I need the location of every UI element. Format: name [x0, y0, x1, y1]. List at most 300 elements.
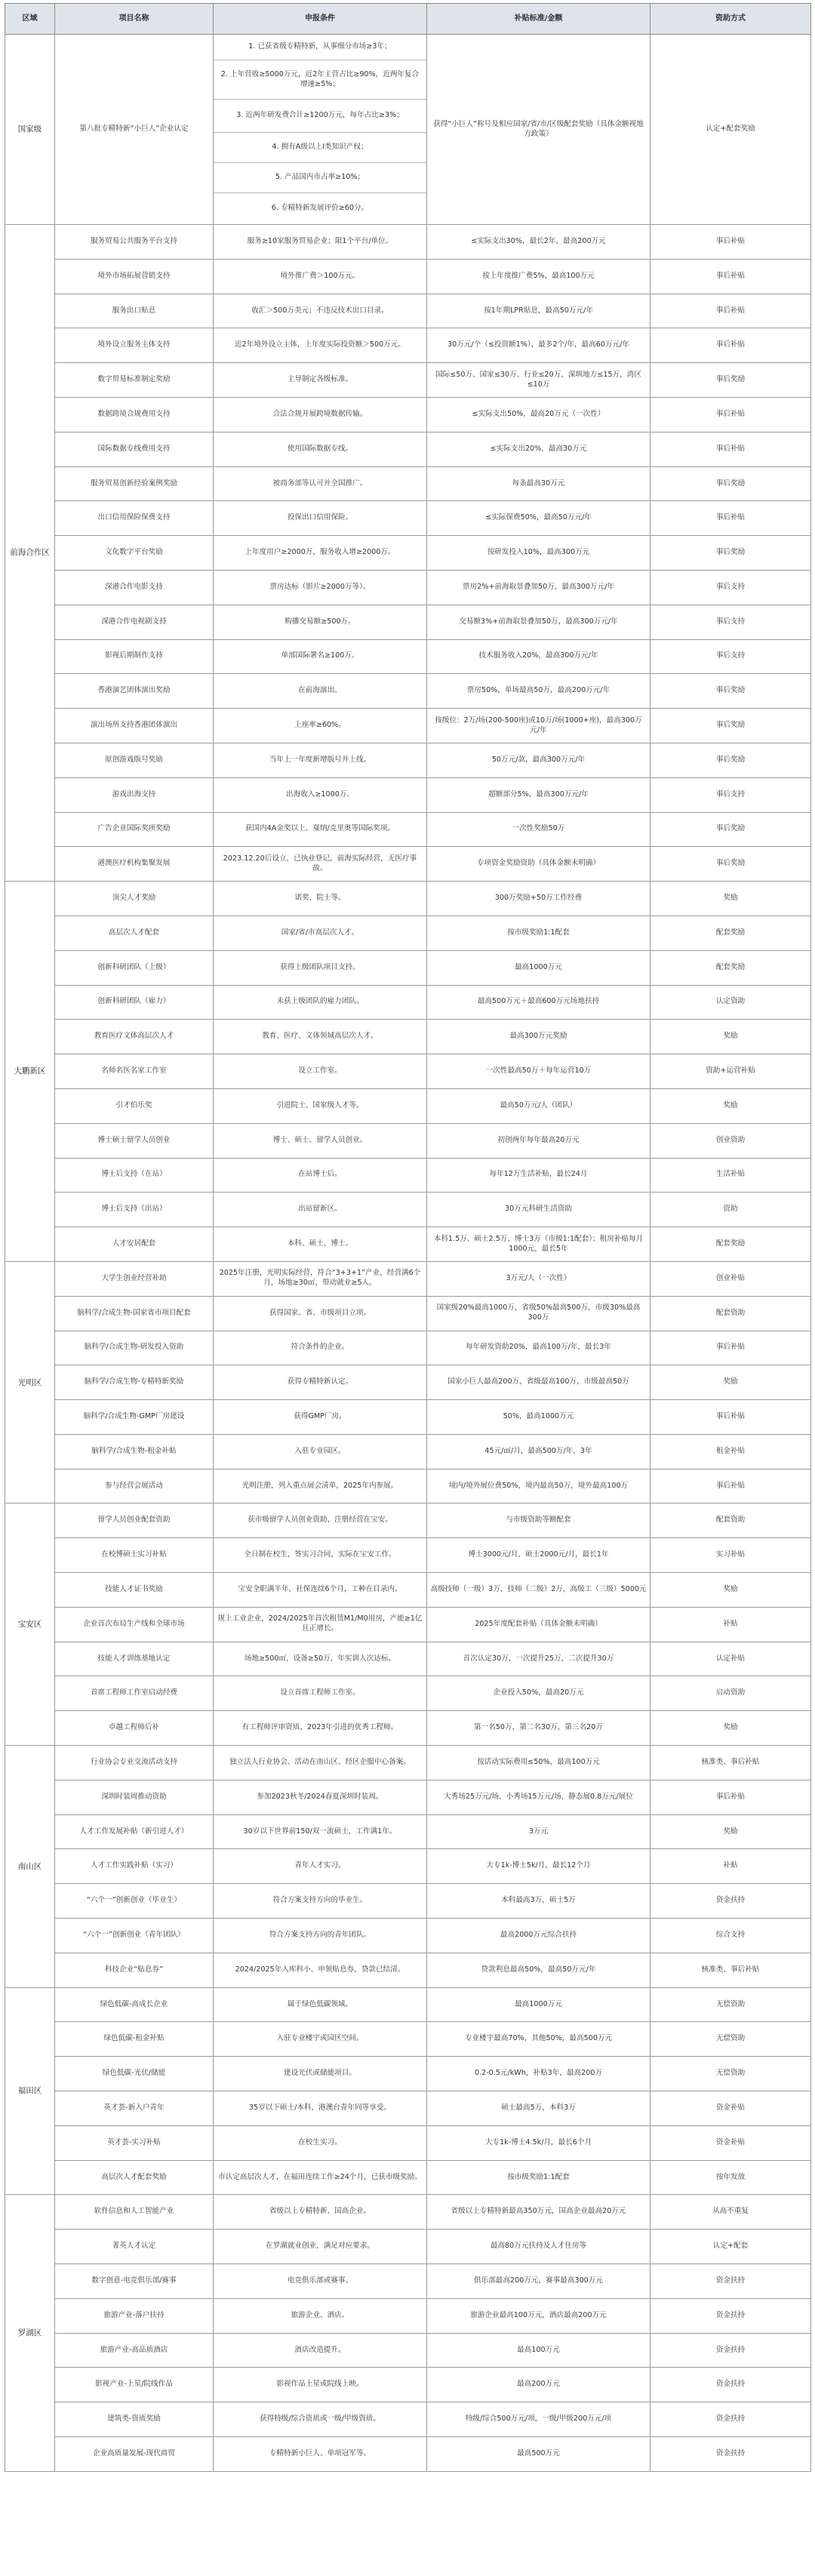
method-cell: 核准类、事后补贴: [650, 1953, 811, 1987]
conditions-cell: 在站博士后。: [214, 1158, 427, 1193]
conditions-cell: 属于绿色低碳领域。: [214, 1987, 427, 2022]
subsidy-cell: 第一名50万，第二名30万，第三名20万: [427, 1711, 650, 1746]
method-cell: 配套资助: [650, 1503, 811, 1538]
conditions-cell: 境外推广费＞100万元。: [214, 259, 427, 294]
project-name-cell: 游戏出海支持: [55, 777, 214, 812]
subsidy-cell: 50万元/款，最高300万元/年: [427, 743, 650, 777]
subsidy-cell: 最高500万元: [427, 2437, 650, 2472]
conditions-cell: 全日制在校生，签实习合同，实际在宝安工作。: [214, 1538, 427, 1573]
subsidy-cell: 本科最高3万，硕士5万: [427, 1884, 650, 1919]
table-row: [5, 225, 811, 260]
project-name-cell: 脑科学/合成生物-国家省市项目配套: [55, 1296, 214, 1331]
region-cell: 罗湖区: [5, 2195, 55, 2471]
region-cell: 前海合作区: [5, 225, 55, 882]
subsidy-cell: 3万元/人（一次性）: [427, 1261, 650, 1296]
table-row: [5, 2195, 811, 2230]
conditions-cell: 设立首席工程师工作室。: [214, 1676, 427, 1711]
table-row: [5, 1227, 811, 1262]
project-name-cell: 企业首次布局生产线和全球市场: [55, 1607, 214, 1642]
condition-item: 3. 近两年研发费合计≥1200万元，每年占比≥3%；: [214, 100, 426, 133]
subsidy-cell: 最高2000万元综合扶持: [427, 1919, 650, 1953]
conditions-cell: 电竞俱乐部或赛事。: [214, 2264, 427, 2299]
method-cell: 奖励: [650, 1020, 811, 1054]
method-cell: 事后奖励: [650, 536, 811, 571]
subsidy-cell: 技术服务收入20%，最高300万元/年: [427, 639, 650, 674]
subsidy-cell: 交易额3%+前海取景叠加50万，最高300万元/年: [427, 605, 650, 639]
conditions-cell: 入驻专业园区。: [214, 1434, 427, 1469]
conditions-cell: 符合方案支持方向的毕业生。: [214, 1884, 427, 1919]
project-name-cell: “六个一”创新创业（青年团队）: [55, 1919, 214, 1953]
project-name-cell: 首席工程师工作室启动经费: [55, 1676, 214, 1711]
table-row: [5, 294, 811, 328]
project-name-cell: 港澳医疗机构集聚发展: [55, 847, 214, 882]
subsidy-cell: 最高100万元: [427, 2333, 650, 2368]
method-cell: 奖励: [650, 1711, 811, 1746]
subsidy-cell: 30万元/个（≤投资额1%），最多2个/年，最高60万元/年: [427, 328, 650, 363]
project-name-cell: 博士后支持（在站）: [55, 1158, 214, 1193]
conditions-cell: 购播交易额≥500万。: [214, 605, 427, 639]
project-name-cell: 顶尖人才奖励: [55, 882, 214, 916]
project-name-cell: 广告企业国际奖项奖励: [55, 812, 214, 847]
conditions-cell: 主导制定各级标准。: [214, 363, 427, 398]
method-cell: 配套资助: [650, 1296, 811, 1331]
region-cell: 宝安区: [5, 1503, 55, 1746]
conditions-cell: 获国内4A金奖以上、戛纳/克里奥等国际奖项。: [214, 812, 427, 847]
table-row: [5, 882, 811, 916]
conditions-cell: 获得上级团队项目支持。: [214, 950, 427, 985]
subsidy-cell: 最高500万元＋最高600万元场地扶持: [427, 985, 650, 1020]
project-name-cell: 引才伯乐奖: [55, 1088, 214, 1123]
subsidy-cell: 初创两年每年最高20万元: [427, 1123, 650, 1158]
method-cell: 奖励: [650, 1365, 811, 1400]
subsidy-cell: ≤实际保费50%，最高50万元/年: [427, 501, 650, 536]
subsidy-cell: 45元/㎡/月，最高500万/年，3年: [427, 1434, 650, 1469]
project-name-cell: 脑科学/合成生物-租金补贴: [55, 1434, 214, 1469]
project-name-cell: 脑科学/合成生物-专精特新奖励: [55, 1365, 214, 1400]
table-row: [5, 1642, 811, 1676]
subsidy-policy-table: [5, 3, 811, 2472]
table-row: [5, 709, 811, 743]
project-name-cell: 创新科研团队（雇力）: [55, 985, 214, 1020]
subsidy-cell: 高级技师（一级）3万，技师（二级）2万，高级工（三级）5000元: [427, 1573, 650, 1608]
table-row: [5, 1400, 811, 1435]
subsidy-cell: 30万元科研生活资助: [427, 1193, 650, 1227]
method-cell: 生活补贴: [650, 1158, 811, 1193]
method-cell: 认定补贴: [650, 1642, 811, 1676]
method-cell: 事后补贴: [650, 259, 811, 294]
subsidy-cell: 与市级资助等额配套: [427, 1503, 650, 1538]
project-name-cell: 卓越工程师后补: [55, 1711, 214, 1746]
method-cell: 事后支持: [650, 639, 811, 674]
subsidy-cell: 最高300万元奖励: [427, 1020, 650, 1054]
project-name-cell: 英才荟-新入户青年: [55, 2091, 214, 2126]
table-row: [5, 1849, 811, 1884]
project-name-cell: 出口信用保险保费支持: [55, 501, 214, 536]
conditions-cell: 宝安全职满半年，社保连续6个月，工种在目录内。: [214, 1573, 427, 1608]
project-name-cell: 服务贸易创新经验案例奖励: [55, 466, 214, 501]
method-cell: 奖励: [650, 1814, 811, 1849]
project-name-cell: 演出场所支持香港团体演出: [55, 709, 214, 743]
table-row: [5, 2230, 811, 2264]
project-name-cell: 数字创意-电竞俱乐部/赛事: [55, 2264, 214, 2299]
conditions-cell: 博士、硕士、留学人员创业。: [214, 1123, 427, 1158]
subsidy-cell: 本科1.5万、硕士2.5万、博士3万（市级1:1配套）；租房补贴每月1000元，最长5年: [427, 1227, 650, 1262]
table-row: [5, 328, 811, 363]
method-cell: 事后补贴: [650, 1331, 811, 1365]
subsidy-cell: 0.2-0.5元/kWh，补贴3年，最高200万: [427, 2057, 650, 2091]
subsidy-cell: ≤实际支出20%，最高30万元: [427, 432, 650, 466]
table-row: [5, 2368, 811, 2402]
subsidy-cell: 国家小巨人最高200万，省级最高100万，市级最高50万: [427, 1365, 650, 1400]
conditions-cell: 参加2023秋冬/2024春夏深圳时装周。: [214, 1780, 427, 1814]
method-cell: 事后补贴: [650, 501, 811, 536]
table-row: [5, 1123, 811, 1158]
header-subsidy: 补贴标准/金额: [427, 4, 650, 35]
table-row: [5, 950, 811, 985]
subsidy-cell: 票房2%+前海取景叠加50万，最高300万元/年: [427, 570, 650, 605]
method-cell: 无偿资助: [650, 1987, 811, 2022]
method-cell: 创业补贴: [650, 1261, 811, 1296]
table-row: [5, 570, 811, 605]
subsidy-cell: 专业楼宇最高70%，其他50%，最高500万元: [427, 2022, 650, 2057]
region-cell: 光明区: [5, 1261, 55, 1503]
conditions-cell: 使用国际数据专线。: [214, 432, 427, 466]
condition-item: 4. 拥有A级以上Ⅰ类知识产权；: [214, 133, 426, 163]
region-cell: 大鹏新区: [5, 882, 55, 1262]
project-name-cell: 绿色低碳-租金补贴: [55, 2022, 214, 2057]
table-header-row: [5, 4, 811, 35]
table-row: [5, 1780, 811, 1814]
project-name-cell: 名师名医名家工作室: [55, 1054, 214, 1089]
conditions-cell: 当年上一年度新增版号并上线。: [214, 743, 427, 777]
table-row: [5, 777, 811, 812]
project-name-cell: 技能人才训练基地认定: [55, 1642, 214, 1676]
project-name-cell: 国际数据专线费用支持: [55, 432, 214, 466]
project-name-cell: 大学生创业经营补助: [55, 1261, 214, 1296]
method-cell: 事后奖励: [650, 847, 811, 882]
method-cell: 资金扶持: [650, 2333, 811, 2368]
subsidy-cell: 50%，最高1000万元: [427, 1400, 650, 1435]
subsidy-cell: 票房50%，单场最高50万，最高200万元/年: [427, 674, 650, 709]
table-row: [5, 363, 811, 398]
project-name-cell: 影视后期制作支持: [55, 639, 214, 674]
project-name-cell: 香港演艺团体演出奖励: [55, 674, 214, 709]
project-name-cell: 博士后支持（出站）: [55, 1193, 214, 1227]
table-row: [5, 2022, 811, 2057]
header-region: 区域: [5, 4, 55, 35]
conditions-cell: 旅游企业、酒店。: [214, 2298, 427, 2333]
method-cell: 配套奖励: [650, 1227, 811, 1262]
table-row: [5, 1987, 811, 2022]
subsidy-cell: 大秀场25万元/场，小秀场15万元/场，静态展0.8万元/展位: [427, 1780, 650, 1814]
conditions-cell: 服务≥10家服务贸易企业；限1个平台/单位。: [214, 225, 427, 260]
subsidy-cell: 企业投入50%，最高20万元: [427, 1676, 650, 1711]
project-name-cell: 深港合作电视剧支持: [55, 605, 214, 639]
project-name-cell: 旅游产业-高品质酒店: [55, 2333, 214, 2368]
project-name-cell: 境外市场拓展营销支持: [55, 259, 214, 294]
conditions-cell: 引进院士、国家级人才等。: [214, 1088, 427, 1123]
conditions-cell: 被商务部等认可并全国推广。: [214, 466, 427, 501]
method-cell: 事后补贴: [650, 328, 811, 363]
table-row: [5, 536, 811, 571]
table-row: [5, 1953, 811, 1987]
method-cell: 认定资助: [650, 985, 811, 1020]
method-cell: 启动资助: [650, 1676, 811, 1711]
subsidy-cell: 超额部分5%，最高300万元/年: [427, 777, 650, 812]
project-name-cell: 高层次人才配套奖励: [55, 2160, 214, 2195]
subsidy-cell: 硕士最高5万，本科3万: [427, 2091, 650, 2126]
subsidy-cell: 特级/综合500万元/项，一级/甲级200万元/项: [427, 2402, 650, 2437]
method-cell: 从高不重复: [650, 2195, 811, 2230]
method-cell: 资金扶持: [650, 2368, 811, 2402]
table-row: [5, 985, 811, 1020]
method-cell: 无偿资助: [650, 2057, 811, 2091]
table-row: [5, 2125, 811, 2160]
method-cell: 资金补贴: [650, 2091, 811, 2126]
table-row: [5, 674, 811, 709]
header-conditions: 申报条件: [214, 4, 427, 35]
method-cell: 事后支持: [650, 570, 811, 605]
method-cell: 资金扶持: [650, 2264, 811, 2299]
table-row: [5, 2057, 811, 2091]
condition-item: 5. 产品国内市占率≥10%；: [214, 163, 426, 193]
project-name-cell: 行业协会专业交流活动支持: [55, 1746, 214, 1780]
conditions-cell: 市认定高层次人才，在福田连续工作≥24个月，已获市级奖励。: [214, 2160, 427, 2195]
project-name-cell: 服务出口贴息: [55, 294, 214, 328]
project-name-cell: 博士硕士留学人员创业: [55, 1123, 214, 1158]
method-cell: 事后奖励: [650, 674, 811, 709]
conditions-cell: 教育、医疗、文体领域高层次人才。: [214, 1020, 427, 1054]
method-cell: 创业资助: [650, 1123, 811, 1158]
conditions-cell: 省级以上专精特新、国高企业。: [214, 2195, 427, 2230]
table-row: [5, 2437, 811, 2472]
method-cell: 实习补贴: [650, 1538, 811, 1573]
table-row: [5, 2160, 811, 2195]
method-cell: 事后补贴: [650, 397, 811, 432]
conditions-cell: 获得特级/综合资质或一级/甲级资质。: [214, 2402, 427, 2437]
subsidy-cell: 国家级20%最高1000万，省级50%最高500万，市级30%最高300万: [427, 1296, 650, 1331]
condition-item: 2. 上年营收≥5000万元，近2年主营占比≥90%，近两年复合增速≥5%；: [214, 60, 426, 100]
subsidy-cell: ≤实际支出50%，最高20万元（一次性）: [427, 397, 650, 432]
method-cell: 补贴: [650, 1607, 811, 1642]
project-name-cell: “六个一”创新创业（毕业生）: [55, 1884, 214, 1919]
subsidy-cell: 最高50万元/人（团队）: [427, 1088, 650, 1123]
header-method: 资助方式: [650, 4, 811, 35]
conditions-cell: 独立法人行业协会、活动在南山区、经区企服中心备案。: [214, 1746, 427, 1780]
table-row: [5, 605, 811, 639]
method-cell: 事后补贴: [650, 225, 811, 260]
table-row: [5, 2402, 811, 2437]
subsidy-cell: ≤实际支出30%，最长2年，最高200万元: [427, 225, 650, 260]
project-name-cell: 绿色低碳-光伏/储能: [55, 2057, 214, 2091]
project-name-cell: 高层次人才配套: [55, 916, 214, 950]
conditions-cell: 符合方案支持方向的青年团队。: [214, 1919, 427, 1953]
table-row: [5, 2298, 811, 2333]
project-name-cell: 文化数字平台奖励: [55, 536, 214, 571]
conditions-cell: 未获上级团队的雇力团队。: [214, 985, 427, 1020]
project-name-cell: 脑科学/合成生物-GMP厂房建设: [55, 1400, 214, 1435]
project-name-cell: 深港合作电影支持: [55, 570, 214, 605]
region-cell: 国家级: [5, 35, 55, 225]
table-row: [5, 35, 811, 225]
conditions-cell: 2023.12.20后设立，已执业登记，前海实际经营，无医疗事故。: [214, 847, 427, 882]
conditions-cell: 票房达标（影片≥2000万等）。: [214, 570, 427, 605]
method-cell: 补贴: [650, 1849, 811, 1884]
subsidy-cell: 境内/境外展位费50%，境内最高50万，境外最高100万: [427, 1469, 650, 1503]
project-name-cell: 留学人员创业配套资助: [55, 1503, 214, 1538]
subsidy-cell: 获得“小巨人”称号及相应国家/省/市/区级配套奖励（具体金额视地方政策）: [427, 35, 650, 225]
conditions-cell: 获得专精特新认定。: [214, 1365, 427, 1400]
conditions-cell: 专精特新小巨人、单项冠军等。: [214, 2437, 427, 2472]
conditions-cell: 30岁以下世界前150/双一流硕士，工作满1年。: [214, 1814, 427, 1849]
method-cell: 事后奖励: [650, 363, 811, 398]
subsidy-cell: 每条最高30万元: [427, 466, 650, 501]
conditions-cell: 收汇＞500万美元；不违反技术出口目录。: [214, 294, 427, 328]
table-row: [5, 1746, 811, 1780]
table-row: [5, 812, 811, 847]
project-name-cell: 脑科学/合成生物-研发投入资助: [55, 1331, 214, 1365]
project-name-cell: 数据跨境合规费用支持: [55, 397, 214, 432]
method-cell: 事后补贴: [650, 1780, 811, 1814]
conditions-cell: 35岁以下硕士/本科，港澳台青年同等享受。: [214, 2091, 427, 2126]
method-cell: 租金补贴: [650, 1434, 811, 1469]
table-row: [5, 259, 811, 294]
header-project-name: 项目名称: [55, 4, 214, 35]
method-cell: 资金扶持: [650, 2298, 811, 2333]
conditions-cell: 合法合规开展跨境数据传输。: [214, 397, 427, 432]
conditions-cell: 出海收入≥1000万。: [214, 777, 427, 812]
project-name-cell: 境外设立服务主体支持: [55, 328, 214, 363]
conditions-cell: 在罗湖就业创业，满足对应要求。: [214, 2230, 427, 2264]
project-name-cell: 人才工作发展补贴（新引进人才）: [55, 1814, 214, 1849]
project-name-cell: 第八批专精特新“小巨人”企业认定: [55, 35, 214, 225]
subsidy-cell: 博士3000元/月，硕士2000元/月，最长1年: [427, 1538, 650, 1573]
project-name-cell: 原创游戏版号奖励: [55, 743, 214, 777]
method-cell: 资金补贴: [650, 2125, 811, 2160]
subsidy-cell: 贷款利息最高50%，最高50万元/年: [427, 1953, 650, 1987]
subsidy-cell: 大专1k-博士5k/月，最长12个月: [427, 1849, 650, 1884]
table-row: [5, 466, 811, 501]
method-cell: 事后奖励: [650, 812, 811, 847]
method-cell: 资助: [650, 1193, 811, 1227]
table-row: [5, 1884, 811, 1919]
table-row: [5, 1365, 811, 1400]
region-cell: 南山区: [5, 1746, 55, 1988]
method-cell: 综合支持: [650, 1919, 811, 1953]
method-cell: 按年发放: [650, 2160, 811, 2195]
table-body: [5, 35, 811, 2472]
table-row: [5, 1020, 811, 1054]
table-row: [5, 639, 811, 674]
table-row: [5, 432, 811, 466]
method-cell: 奖励: [650, 882, 811, 916]
project-name-cell: 深圳时装周推动资助: [55, 1780, 214, 1814]
method-cell: 配套奖励: [650, 950, 811, 985]
conditions-cell: 近2年境外设立主体，上年度实际投资额＞500万元。: [214, 328, 427, 363]
conditions-cell: 诺奖、院士等。: [214, 882, 427, 916]
table-row: [5, 501, 811, 536]
subsidy-cell: 300万奖励+50万工作经费: [427, 882, 650, 916]
subsidy-cell: 3万元: [427, 1814, 650, 1849]
subsidy-cell: 俱乐部最高200万元，赛事最高300万元: [427, 2264, 650, 2299]
conditions-cell: 青年人才实习。: [214, 1849, 427, 1884]
conditions-list-cell: [214, 35, 427, 225]
subsidy-cell: 大专1k-博士4.5k/月，最长6个月: [427, 2125, 650, 2160]
method-cell: 无偿资助: [650, 2022, 811, 2057]
table-row: [5, 2091, 811, 2126]
subsidy-cell: 一次性奖励50万: [427, 812, 650, 847]
table-row: [5, 743, 811, 777]
subsidy-cell: 国际≤50万、国家≤30万、行业≤20万，深圳地方≤15万，湾区≤10万: [427, 363, 650, 398]
method-cell: 认定+配套奖励: [650, 35, 811, 225]
subsidy-cell: 最高1000万元: [427, 950, 650, 985]
subsidy-cell: 省级以上专精特新最高350万元，国高企业最高20万元: [427, 2195, 650, 2230]
subsidy-cell: 一次性最高50万＋每年运营10万: [427, 1054, 650, 1089]
conditions-cell: 有工程师评审资质，2023年引进的优秀工程师。: [214, 1711, 427, 1746]
project-name-cell: 软件信息和人工智能产业: [55, 2195, 214, 2230]
subsidy-cell: 按市级奖励1:1配套: [427, 916, 650, 950]
conditions-cell: 规上工业企业，2024/2025年首次租赁M1/M0用房，产能≥1亿且正增长。: [214, 1607, 427, 1642]
method-cell: 资金扶持: [650, 1884, 811, 1919]
project-name-cell: 教育医疗文体高层次人才: [55, 1020, 214, 1054]
project-name-cell: 服务贸易公共服务平台支持: [55, 225, 214, 260]
project-name-cell: 技能人才证书奖励: [55, 1573, 214, 1608]
table-row: [5, 1158, 811, 1193]
project-name-cell: 菁英人才认定: [55, 2230, 214, 2264]
conditions-cell: 符合条件的企业。: [214, 1331, 427, 1365]
table-row: [5, 1054, 811, 1089]
conditions-cell: 单部国际署名≥100万。: [214, 639, 427, 674]
subsidy-cell: 每年12万生活补贴，最长24月: [427, 1158, 650, 1193]
conditions-cell: 本科、硕士、博士。: [214, 1227, 427, 1262]
region-cell: 福田区: [5, 1987, 55, 2195]
table-row: [5, 1919, 811, 1953]
conditions-cell: 获得国家、省、市级项目立项。: [214, 1296, 427, 1331]
conditions-cell: 入驻专业楼宇或园区空间。: [214, 2022, 427, 2057]
table-row: [5, 1469, 811, 1503]
conditions-cell: 设立工作室。: [214, 1054, 427, 1089]
subsidy-cell: 按级位：2万/场(200-500座)或10万/场(1000+座)，最高300万元/年: [427, 709, 650, 743]
conditions-cell: 酒店改造提升。: [214, 2333, 427, 2368]
project-name-cell: 绿色低碳-高成长企业: [55, 1987, 214, 2022]
conditions-cell: 场地≥500㎡，设备≥50万，年实训人次达标。: [214, 1642, 427, 1676]
project-name-cell: 在校博硕士实习补贴: [55, 1538, 214, 1573]
conditions-cell: 建设光伏或储能项目。: [214, 2057, 427, 2091]
project-name-cell: 参与经营会展活动: [55, 1469, 214, 1503]
table-row: [5, 1193, 811, 1227]
conditions-cell: 影视作品上星或院线上映。: [214, 2368, 427, 2402]
method-cell: 资助+运营补贴: [650, 1054, 811, 1089]
method-cell: 认定+配套: [650, 2230, 811, 2264]
table-row: [5, 847, 811, 882]
project-name-cell: 科技企业“贴息券”: [55, 1953, 214, 1987]
subsidy-cell: 按活动实际费用≤50%，最高100万元: [427, 1746, 650, 1780]
subsidy-cell: 每年研发资助20%，最高100万/年，最长3年: [427, 1331, 650, 1365]
conditions-cell: 获得GMP厂房。: [214, 1400, 427, 1435]
table-row: [5, 1261, 811, 1296]
project-name-cell: 企业高质量发展-现代商贸: [55, 2437, 214, 2472]
table-row: [5, 916, 811, 950]
table-row: [5, 1711, 811, 1746]
table-row: [5, 2264, 811, 2299]
table-row: [5, 1331, 811, 1365]
table-row: [5, 1607, 811, 1642]
table-row: [5, 1814, 811, 1849]
conditions-cell: 出站留新区。: [214, 1193, 427, 1227]
subsidy-cell: 按市级奖励1:1配套: [427, 2160, 650, 2195]
subsidy-cell: 旅游企业最高100万元，酒店最高200万元: [427, 2298, 650, 2333]
subsidy-cell: 专项资金奖励资助（具体金额未明确）: [427, 847, 650, 882]
